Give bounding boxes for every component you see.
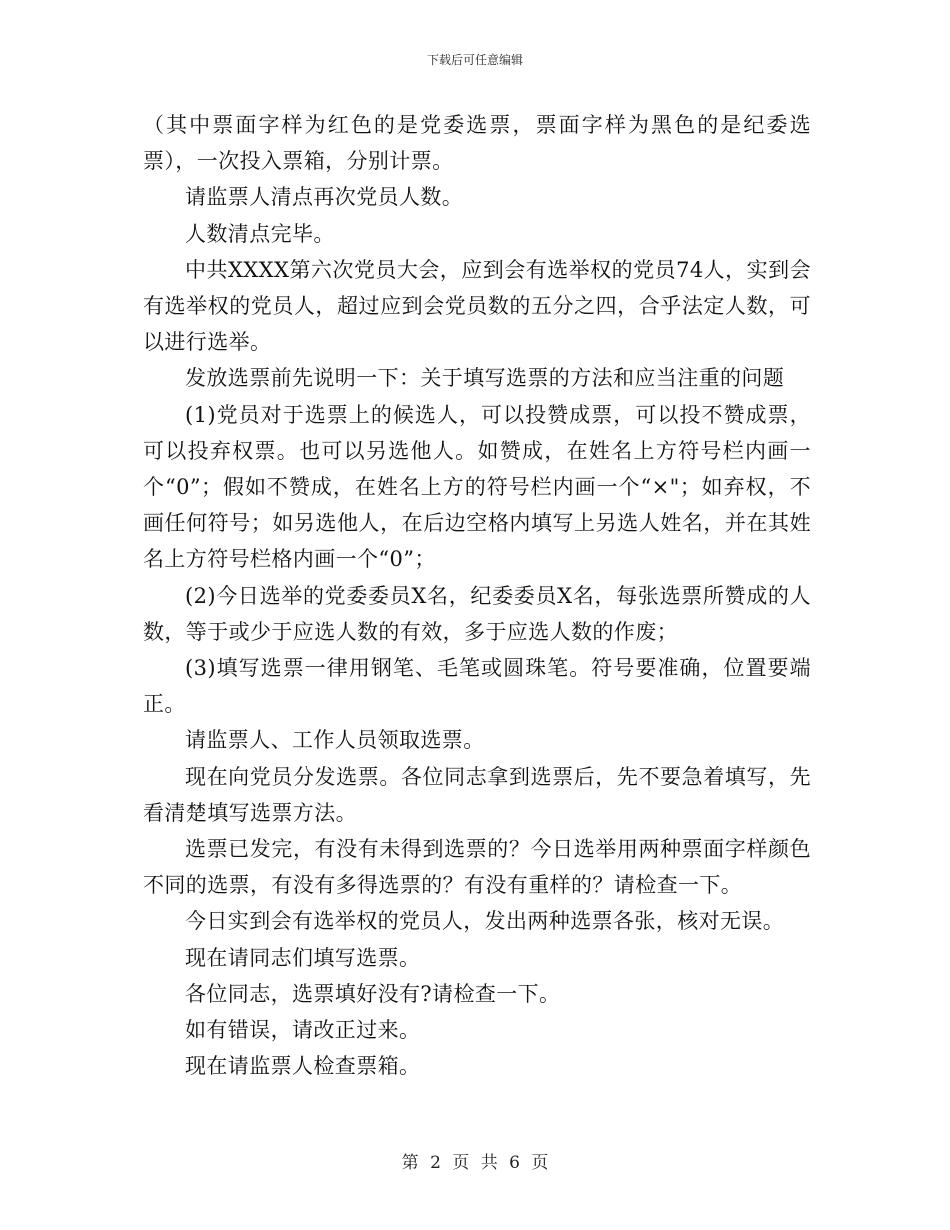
- paragraph-correct-errors: 如有错误，请改正过来。: [185, 1018, 421, 1043]
- paragraph-collect-ballots: 请监票人、工作人员领取选票。: [185, 728, 485, 753]
- page-footer: 第 2 页 共 6 页: [401, 1153, 549, 1173]
- paragraph-quorum: 中共XXXX第六次党员大会，应到会有选举权的党员74人，实到会有选举权的党员人，超过应到会党员数的五分之四，合乎法定人数，可以进行选举。: [143, 257, 811, 355]
- paragraph-rule-2: (2)今日选举的党委委员X名，纪委委员X名，每张选票所赞成的人数，等于或少于应选人数的有效，多于应选人数的作废；: [143, 583, 811, 644]
- paragraph-ballots-check: 选票已发完，有没有未得到选票的？今日选举用两种票面字样颜色不同的选票，有没有多得选票的？有没有重样的？请检查一下。: [143, 837, 811, 898]
- paragraph-fill-ballots: 现在请同志们填写选票。: [185, 945, 421, 970]
- paragraph-distribute-ballots: 现在向党员分发选票。各位同志拿到选票后，先不要急着填写，先看清楚填写选票方法。: [143, 764, 811, 825]
- paragraph-ballots-done: 各位同志，选票填好没有?请检查一下。: [185, 981, 561, 1006]
- paragraph-count-members: 请监票人清点再次党员人数。: [185, 185, 464, 210]
- paragraph-count-complete: 人数清点完毕。: [185, 221, 335, 246]
- paragraph-ballots-verified: 今日实到会有选举权的党员人，发出两种选票各张，核对无误。: [185, 909, 785, 934]
- document-body: [143, 107, 811, 1084]
- paragraph-rule-3: (3)填写选票一律用钢笔、毛笔或圆珠笔。符号要准确，位置要端正。: [143, 656, 811, 717]
- page-header: 下载后可任意编辑: [426, 53, 523, 67]
- paragraph-inspect-box: 现在请监票人检查票箱。: [185, 1054, 421, 1079]
- paragraph-ballot-color-note: （其中票面字样为红色的是党委选票，票面字样为黑色的是纪委选票），一次投入票箱，分别计票。: [143, 113, 811, 174]
- paragraph-instructions-intro: 发放选票前先说明一下：关于填写选票的方法和应当注重的问题: [185, 366, 785, 391]
- paragraph-rule-1: (1)党员对于选票上的候选人，可以投赞成票，可以投不赞成票，可以投弃权票。也可以另选他人。如赞成，在姓名上方符号栏内画一个“0”；假如不赞成，在姓名上方的符号栏内画一个“×"；如弃权，不画任何符号；如另选他人，在后边空格内填写上另选人姓名，并在其姓名上方符号栏格内画一个“0”；: [143, 402, 811, 572]
